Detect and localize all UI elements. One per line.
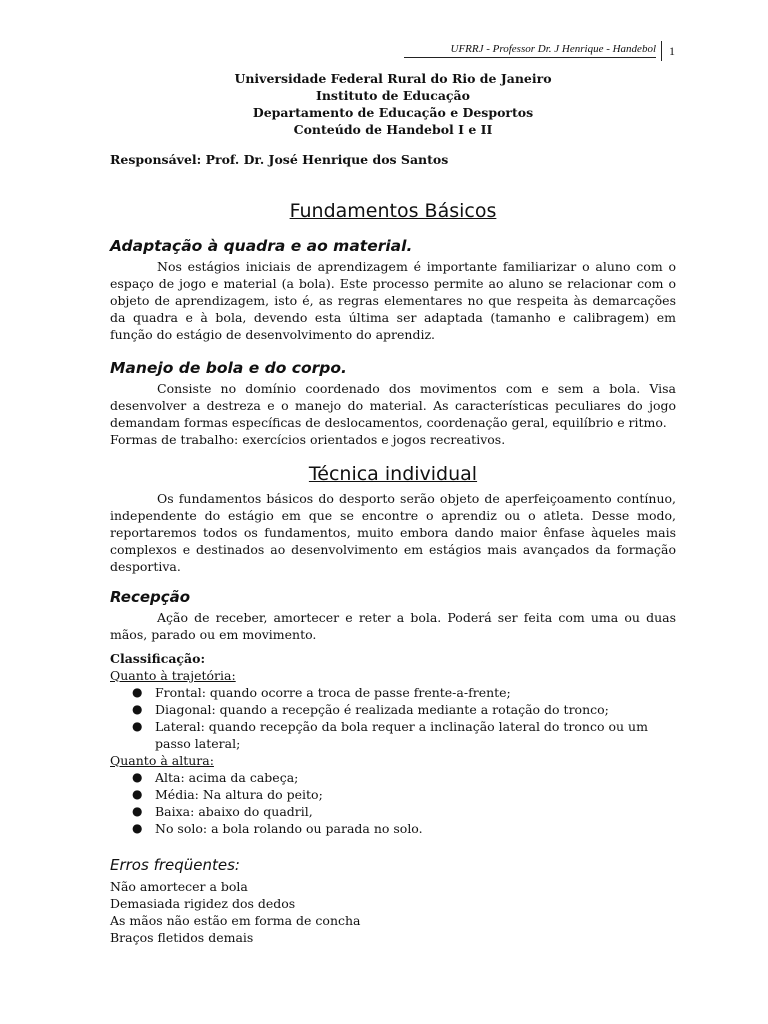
- section-technique: [110, 463, 676, 575]
- error-item: As mãos não estão em forma de concha: [110, 913, 361, 928]
- institution-block: [110, 70, 676, 138]
- department-name: Departamento de Educação e Desportos: [252, 105, 534, 120]
- list-item: [132, 701, 676, 718]
- header-divider: [661, 41, 662, 61]
- page-number: 1: [669, 44, 675, 58]
- subsection-title-errors: Erros freqüentes:: [110, 856, 240, 874]
- subsection-title-reception: Recepção: [110, 588, 191, 606]
- trajectory-list: [110, 684, 676, 752]
- paragraph-work-forms: Formas de trabalho: exercícios orientados e jogos recreativos.: [110, 432, 506, 447]
- error-item: Braços fletidos demais: [110, 930, 254, 945]
- responsible-line: Responsável: Prof. Dr. José Henrique dos Santos: [110, 152, 449, 167]
- subsection-errors: [110, 856, 676, 946]
- institute-name: Instituto de Educação: [316, 88, 470, 103]
- list-item-text: Diagonal: quando a recepção é realizada mediante a rotação do tronco;: [155, 702, 609, 717]
- bullet-icon: ●: [132, 821, 143, 835]
- paragraph-technique: Os fundamentos básicos do desporto serão objeto de aperfeiçoamento contínuo, independente do estágio em que se encontre o aprendiz ou o atleta. Desse modo, reportaremos todos os fundamentos, muito embora dando maior ênfase àqueles mais complexos e destinados ao desenvolvimento em estágios mais avançados da formação desportiva.: [110, 491, 676, 574]
- bullet-icon: ●: [132, 685, 143, 699]
- error-item: Não amortecer a bola: [110, 879, 248, 894]
- subsection-title-adaptation: Adaptação à quadra e ao material.: [110, 237, 413, 255]
- subsection-title-ball-handling: Manejo de bola e do corpo.: [110, 359, 347, 377]
- paragraph-ball-handling: Consiste no domínio coordenado dos movimentos com e sem a bola. Visa desenvolver a destreza e o manejo do material. As características peculiares do jogo demandam formas específicas de deslocamentos, coordenação geral, equilíbrio e ritmo.: [110, 381, 676, 430]
- list-item-text: Média: Na altura do peito;: [155, 787, 323, 802]
- section-title-technique: Técnica individual: [308, 463, 478, 485]
- trajectory-label: Quanto à trajetória:: [110, 668, 236, 683]
- list-item-text: No solo: a bola rolando ou parada no solo.: [155, 821, 423, 836]
- height-list: [110, 769, 676, 837]
- list-item: [132, 820, 676, 837]
- list-item: [132, 718, 676, 752]
- subsection-ball-handling: [110, 359, 676, 448]
- list-item-text: Alta: acima da cabeça;: [155, 770, 299, 785]
- list-item: [132, 803, 676, 820]
- bullet-icon: ●: [132, 804, 143, 818]
- list-item-text: Frontal: quando ocorre a troca de passe frente-a-frente;: [155, 685, 511, 700]
- list-item: [132, 786, 676, 803]
- bullet-icon: ●: [132, 787, 143, 801]
- subsection-adaptation: [110, 237, 676, 343]
- bullet-icon: ●: [132, 702, 143, 716]
- classification-label: Classificação:: [110, 651, 206, 666]
- list-item: [132, 769, 676, 786]
- bullet-icon: ●: [132, 719, 143, 733]
- list-item: [132, 684, 676, 701]
- section-fundamentals-title-wrap: [110, 200, 676, 222]
- list-item-text: Baixa: abaixo do quadril,: [155, 804, 313, 819]
- course-name: Conteúdo de Handebol I e II: [293, 122, 493, 137]
- list-item-text: Lateral: quando recepção da bola requer a inclinação lateral do tronco ou um passo lateral;: [155, 719, 648, 751]
- height-label: Quanto à altura:: [110, 753, 214, 768]
- error-item: Demasiada rigidez dos dedos: [110, 896, 296, 911]
- bullet-icon: ●: [132, 770, 143, 784]
- section-title-fundamentals: Fundamentos Básicos: [289, 200, 497, 222]
- running-header: UFRRJ - Professor Dr. J Henrique - Handebol: [404, 43, 656, 58]
- paragraph-adaptation: Nos estágios iniciais de aprendizagem é importante familiarizar o aluno com o espaço de jogo e material (a bola). Este processo permite ao aluno se relacionar com o objeto de aprendizagem, isto é, as regras elementares no que respeita às demarcações da quadra e à bola, devendo esta última ser adaptada (tamanho e calibragem) em função do estágio de desenvolvimento do aprendiz.: [110, 259, 676, 342]
- university-name: Universidade Federal Rural do Rio de Janeiro: [234, 71, 552, 86]
- paragraph-reception: Ação de receber, amortecer e reter a bola. Poderá ser feita com uma ou duas mãos, parado ou em movimento.: [110, 610, 676, 642]
- subsection-reception: [110, 588, 676, 837]
